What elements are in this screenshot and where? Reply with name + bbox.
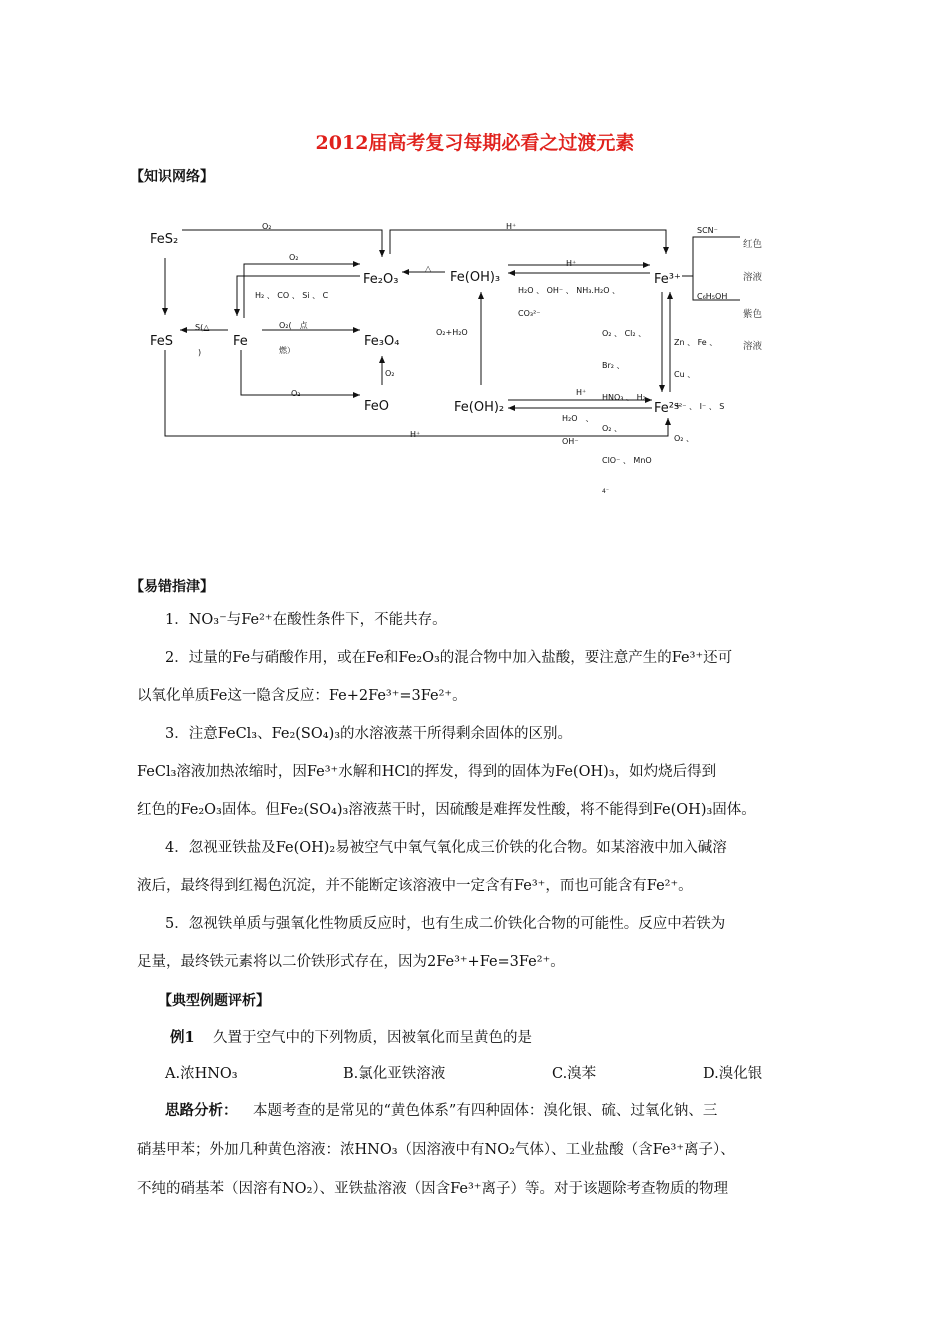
label-o2-fe-feo: O₂ — [291, 389, 301, 398]
label-bases-2: CO₃²⁻ — [518, 309, 541, 318]
label-s2-i: S²⁻ 、 I⁻ 、 S — [674, 402, 725, 411]
analysis-label: 思路分析： — [165, 1102, 238, 1119]
label-o2-top: O₂ — [262, 222, 272, 231]
node-feoh3: Fe(OH)₃ — [450, 270, 501, 285]
arrow-fes2-to-fe2o3 — [182, 230, 382, 257]
label-oh: OH⁻ — [562, 437, 579, 446]
error-item: 4．忽视亚铁盐及Fe(OH)₂易被空气中氧气氧化成三价铁的化合物。如某溶液中加入碱溶 — [165, 840, 727, 856]
error-item: 足量，最终铁元素将以二价铁形式存在，因为2Fe³⁺+Fe=3Fe²⁺。 — [137, 954, 565, 970]
label-hplus-lower: H⁺ — [576, 388, 587, 397]
error-item: 以氧化单质Fe这一隐含反应：Fe+2Fe³⁺=3Fe²⁺。 — [137, 688, 467, 704]
label-o2-ignite: O₂( 点 — [279, 321, 308, 330]
error-item: 3．注意FeCl₃、Fe₂(SO₄)₃的水溶液蒸干所得剩余固体的区别。 — [165, 726, 573, 742]
label-purple: 紫色 — [743, 309, 763, 320]
label-o2-3: O₂ 、 — [602, 424, 623, 433]
section-typical-examples: 【典型例题评析】 — [158, 993, 270, 1009]
label-h2o: H₂O 、 — [562, 414, 594, 423]
label-cu: Cu 、 — [674, 370, 696, 379]
example-label: 例1 — [170, 1029, 195, 1046]
branch-scn — [682, 237, 740, 276]
option-b: B.氯化亚铁溶液 — [343, 1066, 446, 1082]
label-reductants: H₂ 、 CO 、 Si 、 C — [255, 291, 329, 300]
label-clo-mno: ClO⁻ 、 MnO — [602, 456, 652, 465]
error-item: 1．NO₃⁻与Fe²⁺在酸性条件下，不能共存。 — [165, 612, 447, 628]
label-scn: SCN⁻ — [697, 226, 718, 235]
label-c6h5oh: C₆H₅OH — [697, 292, 728, 301]
label-oxidants-1: O₂ 、 Cl₂ 、 — [602, 329, 647, 338]
label-o2-feo-fe3o4: O₂ — [385, 369, 395, 378]
label-hplus-bottom: H⁺ — [410, 430, 421, 439]
node-feoh2: Fe(OH)₂ — [454, 400, 505, 415]
node-fe3plus: Fe³⁺ — [654, 272, 681, 287]
node-fe: Fe — [233, 334, 248, 349]
section-knowledge-network: 【知识网络】 — [130, 169, 214, 185]
analysis-line: 硝基甲苯；外加几种黄色溶液：浓HNO₃（因溶液中有NO₂气体）、工业盐酸（含Fe³⁺离子）、 — [137, 1142, 735, 1158]
error-item: FeCl₃溶液加热浓缩时，因Fe³⁺水解和HCl的挥发，得到的固体为Fe(OH)₃，如灼烧后得到 — [137, 764, 717, 780]
error-item: 液后，最终得到红褐色沉淀，并不能断定该溶液中一定含有Fe³⁺，而也可能含有Fe²⁺。 — [137, 878, 693, 894]
label-solution-1: 溶液 — [743, 272, 763, 283]
label-hplus-mid: H⁺ — [566, 259, 577, 268]
option-a: A.浓HNO₃ — [165, 1066, 238, 1082]
label-o2-right: O₂ 、 — [674, 434, 695, 443]
example-question: 久置于空气中的下列物质，因被氧化而呈黄色的是 — [213, 1030, 532, 1046]
analysis-line: 本题考查的是常见的“黄色体系”有四种固体：溴化银、硫、过氧化钠、三 — [253, 1103, 718, 1119]
option-c: C.溴苯 — [552, 1066, 597, 1082]
label-oxidants-2: Br₂ 、 — [602, 361, 625, 370]
label-o2-h2o: O₂+H₂O — [436, 328, 468, 337]
analysis-line: 不纯的硝基苯（因溶有NO₂）、亚铁盐溶液（因含Fe³⁺离子）等。对于该题除考查物质的物理 — [137, 1181, 728, 1197]
node-feo: FeO — [364, 399, 389, 414]
section-common-errors: 【易错指津】 — [130, 579, 214, 595]
label-o2-fe-fe2o3: O₂ — [289, 253, 299, 262]
label-red: 红色 — [743, 239, 763, 250]
arrow-hplus-to-fe3 — [390, 230, 666, 254]
label-mno4-sub: 4⁻ — [602, 488, 609, 495]
node-fes2: FeS₂ — [150, 232, 179, 247]
label-ignite-close: 燃） — [279, 346, 295, 355]
error-item: 2．过量的Fe与硝酸作用，或在Fe和Fe₂O₃的混合物中加入盐酸，要注意产生的Fe³⁺还可 — [165, 650, 733, 666]
label-zn-fe: Zn 、 Fe 、 — [674, 338, 718, 347]
error-item: 红色的Fe₂O₃固体。但Fe₂(SO₄)₃溶液蒸干时，因硫酸是难挥发性酸，将不能得到Fe(OH)₃固体。 — [137, 802, 756, 818]
option-d: D.溴化银 — [703, 1066, 763, 1082]
label-delta: △ — [425, 264, 432, 273]
label-s-delta-close: ) — [198, 348, 202, 357]
label-hplus-top: H⁺ — [506, 222, 517, 231]
error-item: 5．忽视铁单质与强氧化性物质反应时，也有生成二价铁化合物的可能性。反应中若铁为 — [165, 916, 726, 932]
node-fes: FeS — [150, 334, 174, 349]
node-fe2plus: Fe²⁺ — [654, 401, 681, 416]
node-fe3o4: Fe₃O₄ — [364, 334, 400, 349]
label-s-delta: S(△ — [195, 323, 210, 332]
label-oxidants-3: HNO₃ 、 H₂ — [602, 393, 646, 402]
page-title: 2012届高考复习每期必看之过渡元素 — [315, 132, 635, 154]
label-bases-1: H₂O 、 OH⁻ 、 NH₃.H₂O 、 — [518, 286, 621, 295]
label-solution-2: 溶液 — [743, 341, 763, 352]
node-fe2o3: Fe₂O₃ — [363, 272, 399, 287]
